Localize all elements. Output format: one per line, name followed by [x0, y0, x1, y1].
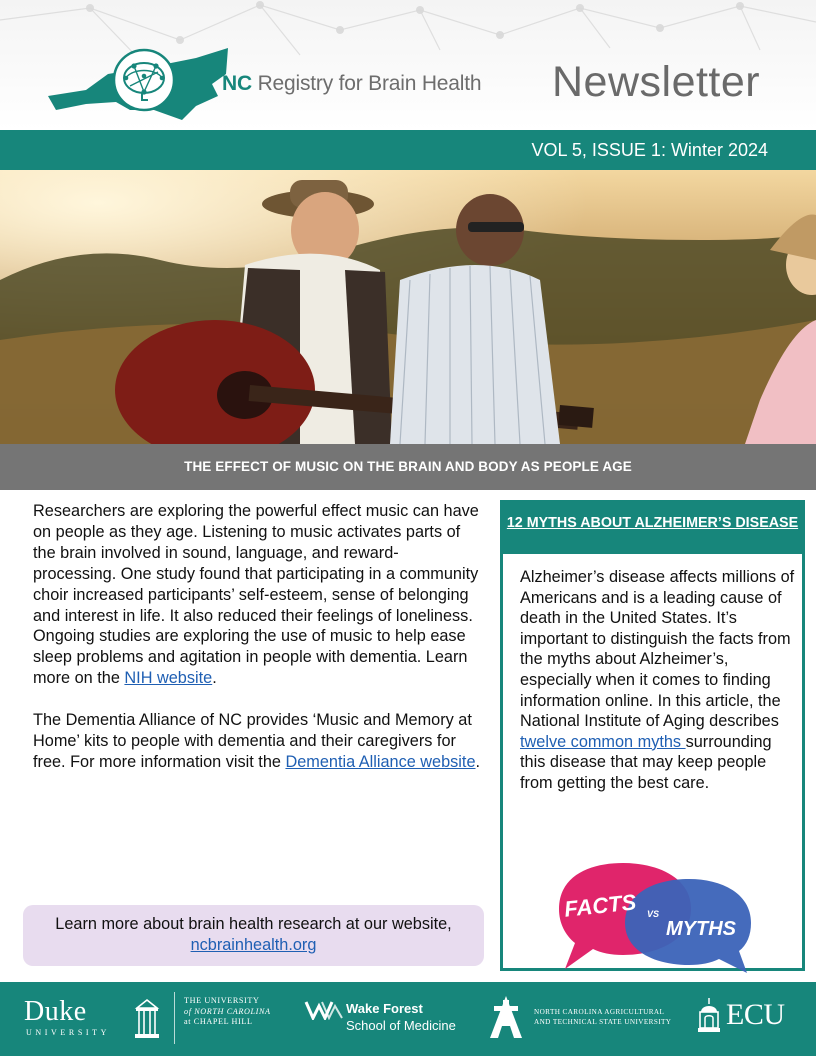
article-heading: THE EFFECT OF MUSIC ON THE BRAIN AND BODY AS PEOPLE AGE	[184, 459, 632, 474]
partner-footer	[0, 982, 816, 1056]
org-short: NC	[222, 72, 252, 95]
facts-vs-myths-graphic	[551, 861, 759, 973]
article-paragraph-1-end: .	[212, 669, 217, 688]
wake-forest-subtitle: School of Medicine	[346, 1018, 456, 1033]
issue-label: VOL 5, ISSUE 1: Winter 2024	[531, 140, 768, 160]
article-paragraph-2	[33, 710, 481, 773]
myths-body-start: Alzheimer’s disease affects millions of Americans and is a leading cause of death in the United States. It’s important to distinguish the facts from the myths about Alzheimer’s, especially when it comes to finding information online. In this article, the National Institute of Aging describes	[520, 568, 795, 731]
newsletter-title: Newsletter	[552, 58, 761, 106]
brain-network-icon	[112, 48, 176, 112]
ncat-aggie-icon	[486, 994, 526, 1040]
myths-title-link[interactable]: 12 MYTHS ABOUT ALZHEIMER’S DISEASE	[506, 515, 799, 531]
duke-logo: Duke	[24, 996, 87, 1027]
article-paragraph-2-end: .	[475, 752, 481, 771]
music-article	[33, 501, 481, 794]
dementia-alliance-link[interactable]: Dementia Alliance website	[285, 752, 476, 771]
unc-line-3: at CHAPEL HILL	[184, 1017, 253, 1026]
unc-line-2: of NORTH CAROLINA	[184, 1006, 271, 1016]
unc-logo-text	[184, 996, 271, 1028]
facts-label: FACTS	[563, 889, 638, 922]
ecu-cupola-icon	[696, 996, 722, 1036]
org-name	[222, 72, 481, 96]
old-well-icon	[134, 998, 160, 1040]
unc-line-1: THE UNIVERSITY	[184, 996, 260, 1005]
article-paragraph-2-text: The Dementia Alliance of NC provides ‘Music and Memory at Home’ kits to people with dementia and their caregivers for free. For more information visit the	[33, 711, 472, 771]
ncbrainhealth-link[interactable]: ncbrainhealth.org	[190, 936, 317, 954]
wake-forest-name: Wake Forest	[346, 1001, 423, 1016]
myths-body-end: surrounding this disease that may keep people from getting the best care.	[520, 732, 772, 792]
musicians-photo-illustration	[0, 170, 816, 444]
ncat-line-1: NORTH CAROLINA AGRICULTURAL	[534, 1008, 665, 1016]
callout-text: Learn more about brain health research at our website,	[55, 915, 452, 933]
duke-logo-subtitle: UNIVERSITY	[26, 1028, 110, 1037]
ncat-logo-text	[534, 1007, 671, 1027]
website-callout	[23, 905, 484, 966]
unc-logo-divider	[174, 992, 175, 1044]
issue-bar	[0, 130, 816, 170]
nih-website-link[interactable]: NIH website	[124, 669, 213, 688]
vs-label: VS	[646, 909, 660, 919]
myths-sidebar	[500, 500, 805, 971]
wake-forest-w-icon	[304, 1000, 344, 1020]
article-paragraph-1-text: Researchers are exploring the powerful effect music can have on people as they age. Listening to music activates parts of the brain involved in sound, language, and reward-processing. One study found that participating in a community choir increased participants’ self-esteem, sense of belonging and interest in life. It also reduced their feelings of loneliness. Ongoing studies are exploring the use of music to help ease sleep problems and agitation in people with dementia. Learn more on the	[33, 502, 479, 688]
newsletter-header	[0, 0, 816, 130]
myths-body	[520, 567, 796, 794]
article-heading-bar	[0, 444, 816, 490]
twelve-myths-link[interactable]: twelve common myths	[520, 732, 686, 751]
hero-photo	[0, 170, 816, 444]
ncat-line-2: AND TECHNICAL STATE UNIVERSITY	[534, 1018, 672, 1026]
ecu-logo: ECU	[726, 998, 785, 1031]
myths-header	[503, 503, 802, 554]
org-rest: Registry for Brain Health	[257, 72, 482, 95]
article-paragraph-1	[33, 501, 481, 689]
myths-label: MYTHS	[666, 918, 736, 940]
